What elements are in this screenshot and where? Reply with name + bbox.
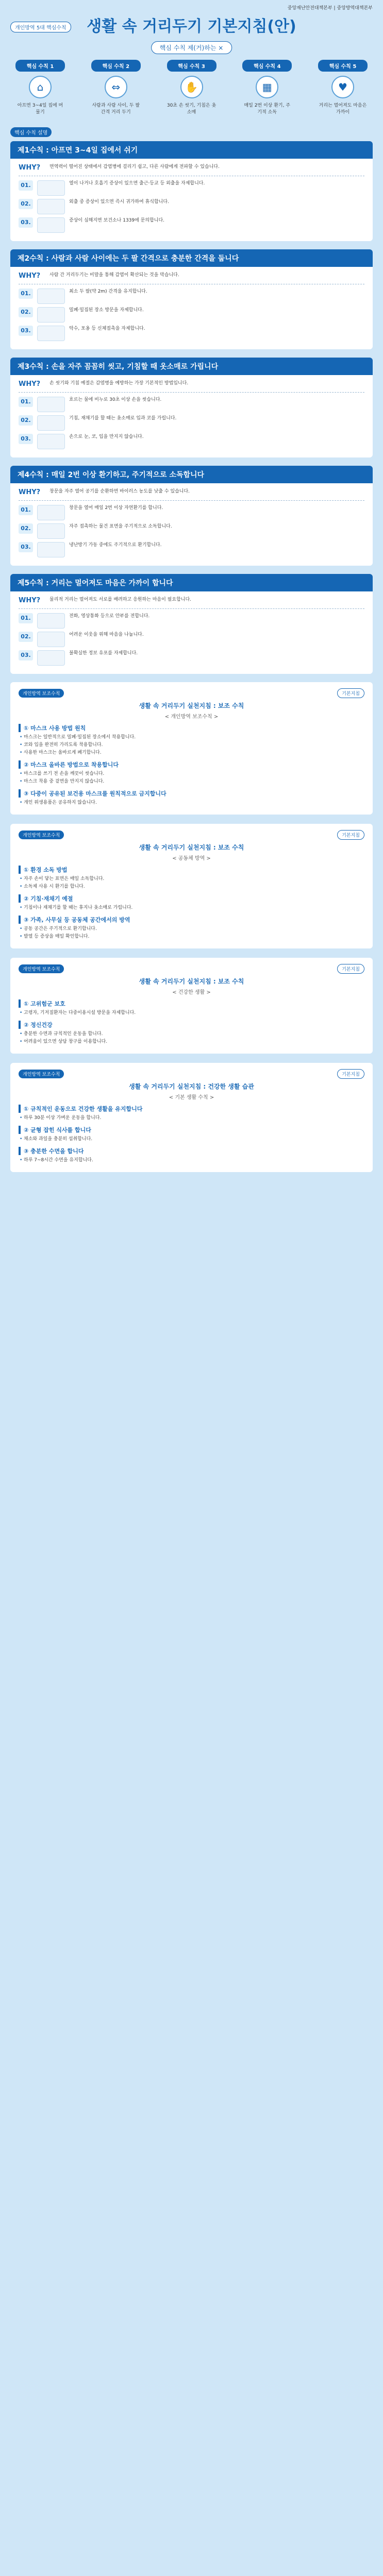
rule-text: 아프면 3~4일 집에 머물기 [17,103,63,115]
why-text: 창문을 자주 열어 공기를 순환하면 바이러스 농도를 낮출 수 있습니다. [49,489,190,494]
logos: 중앙재난안전대책본부 | 중앙방역대책본부 [287,6,373,11]
detail-item: • 자주 손이 닿는 표면은 매일 소독합니다. [19,876,364,883]
hand-wash-icon: ✋ [180,76,203,98]
detail-item: • 기침이나 재채기를 할 때는 휴지나 옷소매로 가립니다. [19,905,364,911]
how-number: 02. [19,415,33,426]
how-number: 01. [19,397,33,407]
detail-item: • 마스크 착용 중 겉면을 만지지 않습니다. [19,778,364,785]
why-row [19,272,364,284]
illustration [37,434,65,449]
how-number: 03. [19,650,33,660]
rules-row [10,60,373,116]
how-number: 01. [19,613,33,623]
how-item [19,650,364,666]
how-item [19,199,364,214]
how-text: 외출 중 증상이 있으면 즉시 귀가하여 휴식합니다. [69,199,169,205]
detail-subtitle: < 기본 생활 수칙 > [169,1095,214,1100]
detail-item: • 마스크를 쓰기 전 손을 깨끗이 씻습니다. [19,771,364,777]
detail-heading: ② 정신건강 [19,1021,364,1029]
how-number: 03. [19,542,33,552]
how-item [19,542,364,557]
detail-pill: 개인방역 보조수칙 [19,1070,64,1078]
why-label: WHY? [19,597,41,604]
illustration [37,199,65,214]
how-text: 냉난방기 가동 중에도 주기적으로 환기합니다. [69,543,162,548]
why-row [19,164,364,176]
how-number: 02. [19,199,33,209]
illustration [37,542,65,557]
page-title: 생활 속 거리두기 기본지침(안) [87,18,296,36]
how-item [19,505,364,520]
rules-subtitle: 핵심 수칙 제(거)하는 × [151,41,232,54]
how-item [19,523,364,539]
detail-item: • 마스크는 일반적으로 밀폐·밀집된 장소에서 착용합니다. [19,734,364,741]
rule-5 [318,60,368,116]
illustration [37,307,65,323]
detail-heading: ③ 다중이 공유된 보건용 마스크를 원칙적으로 금지합니다 [19,789,364,798]
detail-cards [10,682,373,1172]
rule-card-body [10,483,373,566]
detail-heading: ① 고위험군 보호 [19,999,364,1008]
illustration [37,217,65,233]
how-number: 02. [19,632,33,642]
detail-item: • 발열 등 증상을 매일 확인합니다. [19,934,364,940]
people-icon: ⇔ [105,76,127,98]
why-text: 사람 간 거리두기는 비말을 통해 감염이 확산되는 것을 막습니다. [49,273,179,278]
how-number: 03. [19,434,33,444]
detail-heading: ① 환경 소독 방법 [19,866,364,874]
detail-card-2 [10,824,373,948]
detail-subtitle: < 공동체 방역 > [172,856,211,861]
how-text: 어려운 이웃을 위해 마음을 나눕니다. [69,632,144,637]
rule-head: 핵심 수칙 2 [91,60,141,72]
why-label: WHY? [19,272,41,280]
detail-item: • 하루 7~8시간 수면을 유지합니다. [19,1157,364,1164]
why-text: 물리적 거리는 멀어져도 서로를 배려하고 응원하는 마음이 필요합니다. [49,597,192,602]
rule-card-4 [10,466,373,566]
detail-title: 생활 속 거리두기 실천지침 : 보조 수칙 [139,844,244,851]
why-row [19,380,364,393]
how-text: 불확실한 정보 유포를 자제합니다. [69,651,138,656]
how-text: 증상이 심해지면 보건소나 1339에 문의합니다. [69,218,165,223]
home-icon: ⌂ [29,76,52,98]
how-item [19,289,364,304]
rule-text: 30초 손 씻기, 기침은 옷소매 [166,103,217,115]
detail-item: • 하루 30분 이상 가벼운 운동을 합니다. [19,1115,364,1122]
rule-1 [15,60,65,116]
rule-card-body [10,267,373,349]
how-text: 밀폐·밀집된 장소 방문을 자제합니다. [69,308,144,313]
detail-top [19,688,364,698]
rule-card-body [10,591,373,674]
detail-item: • 어려움이 있으면 상담 창구를 이용합니다. [19,1039,364,1045]
how-item [19,180,364,196]
detail-title: 생활 속 거리두기 실천지침 : 보조 수칙 [139,978,244,985]
rule-card-title: 제4수칙 : 매일 2번 이상 환기하고, 주기적으로 소독합니다 [10,466,373,483]
detail-item: • 코와 입을 완전히 가리도록 착용합니다. [19,742,364,749]
detail-top [19,830,364,840]
how-number: 01. [19,505,33,515]
how-number: 03. [19,326,33,336]
rule-card-1 [10,141,373,241]
how-text: 손으로 눈, 코, 입을 만지지 않습니다. [69,434,144,439]
detail-tag: 기본지침 [337,688,364,698]
rule-card-5 [10,574,373,674]
header-tag: 개인방역 5대 핵심수칙 [10,22,71,32]
how-item [19,434,364,449]
rule-card-3 [10,358,373,457]
detail-card-4 [10,1063,373,1172]
detail-tag: 기본지침 [337,830,364,840]
detail-heading: ③ 충분한 수면을 합니다 [19,1147,364,1155]
why-text: 손 씻기와 기침 예절은 감염병을 예방하는 가장 기본적인 방법입니다. [49,381,189,386]
why-text: 면역력이 떨어진 상태에서 감염병에 걸리기 쉽고, 다른 사람에게 전파할 수 있습니다. [49,164,220,170]
illustration [37,505,65,520]
how-item [19,307,364,323]
rule-card-title: 제3수칙 : 손을 자주 꼼꼼히 씻고, 기침할 때 옷소매로 가립니다 [10,358,373,375]
section-label: 핵심 수칙 설명 [10,127,52,137]
detail-tag: 기본지침 [337,1069,364,1079]
illustration [37,180,65,196]
detail-heading: ① 마스크 사용 방법 원칙 [19,724,364,732]
how-item [19,326,364,341]
detail-item: • 충분한 수면과 규칙적인 운동을 합니다. [19,1031,364,1038]
rule-cards [10,141,373,674]
illustration [37,613,65,629]
rule-head: 핵심 수칙 4 [242,60,292,72]
detail-top [19,964,364,974]
illustration [37,289,65,304]
how-number: 03. [19,217,33,228]
how-number: 01. [19,289,33,299]
how-text: 악수, 포옹 등 신체접촉을 자제합니다. [69,326,145,331]
window-icon: ▦ [256,76,278,98]
how-text: 기침, 재채기를 할 때는 옷소매로 입과 코를 가립니다. [69,416,177,421]
detail-item: • 사용한 마스크는 올바르게 폐기합니다. [19,750,364,756]
detail-top [19,1069,364,1079]
rule-card-body [10,159,373,241]
illustration [37,397,65,412]
illustration [37,650,65,666]
rule-text: 사람과 사람 사이, 두 팔 간격 거리 두기 [92,103,140,115]
detail-item: • 채소와 과일을 충분히 섭취합니다. [19,1136,364,1143]
detail-card-1 [10,682,373,815]
rule-card-title: 제2수칙 : 사람과 사람 사이에는 두 팔 간격으로 충분한 간격을 둡니다 [10,249,373,267]
detail-item: • 개인 위생용품은 공유하지 않습니다. [19,800,364,806]
detail-title: 생활 속 거리두기 실천지침 : 보조 수칙 [139,702,244,709]
why-label: WHY? [19,164,41,172]
how-text: 흐르는 물에 비누로 30초 이상 손을 씻습니다. [69,397,162,402]
rule-3 [167,60,217,116]
rule-head: 핵심 수칙 1 [15,60,65,72]
detail-pill: 개인방역 보조수칙 [19,689,64,698]
how-text: 최소 두 팔(약 2m) 간격을 유지합니다. [69,289,147,294]
detail-card-3 [10,958,373,1054]
detail-pill: 개인방역 보조수칙 [19,831,64,839]
detail-heading: ② 균형 잡힌 식사를 합니다 [19,1126,364,1134]
detail-subtitle: < 건강한 생활 > [172,990,211,995]
rule-card-title: 제1수칙 : 아프면 3~4일 집에서 쉬기 [10,141,373,159]
heart-icon: ♥ [331,76,354,98]
detail-item: • 공동 공간은 주기적으로 환기합니다. [19,926,364,933]
illustration [37,632,65,647]
how-item [19,632,364,647]
how-number: 02. [19,307,33,317]
detail-pill: 개인방역 보조수칙 [19,964,64,973]
detail-heading: ③ 가족, 사무실 등 공동체 공간에서의 방역 [19,916,364,924]
detail-heading: ② 기침·재채기 예절 [19,894,364,903]
rule-text: 매일 2번 이상 환기, 주기적 소독 [244,103,291,115]
how-item [19,397,364,412]
how-number: 02. [19,523,33,534]
detail-heading: ① 규칙적인 운동으로 건강한 생활을 유지합니다 [19,1105,364,1113]
illustration [37,415,65,431]
how-item [19,217,364,233]
how-text: 전화, 영상통화 등으로 안부를 전합니다. [69,614,150,619]
how-text: 창문을 열어 매일 2번 이상 자연환기를 합니다. [69,505,163,511]
how-item [19,415,364,431]
how-item [19,613,364,629]
rule-2 [91,60,141,116]
how-text: 자주 접촉하는 물건 표면을 주기적으로 소독합니다. [69,524,172,529]
detail-tag: 기본지침 [337,964,364,974]
detail-subtitle: < 개인방역 보조수칙 > [164,714,219,720]
detail-item: • 소독제 사용 시 환기를 합니다. [19,884,364,890]
how-number: 01. [19,180,33,191]
header [10,0,373,57]
illustration [37,523,65,539]
why-label: WHY? [19,380,41,388]
rule-card-body [10,375,373,457]
rule-card-title: 제5수칙 : 거리는 멀어져도 마음은 가까이 합니다 [10,574,373,591]
how-text: 열이 나거나 호흡기 증상이 있으면 출근·등교 등 외출을 자제합니다. [69,181,205,186]
why-row [19,488,364,501]
illustration [37,326,65,341]
detail-title: 생활 속 거리두기 실천지침 : 건강한 생활 습관 [129,1083,254,1090]
rule-head: 핵심 수칙 5 [318,60,368,72]
why-row [19,597,364,609]
rule-head: 핵심 수칙 3 [167,60,217,72]
detail-heading: ② 마스크 올바른 방법으로 착용합니다 [19,760,364,769]
rule-card-2 [10,249,373,349]
detail-item: • 고령자, 기저질환자는 다중이용시설 방문을 자제합니다. [19,1010,364,1016]
rule-text: 거리는 멀어져도 마음은 가까이 [319,103,367,115]
page [0,0,383,1202]
rule-4 [242,60,292,116]
why-label: WHY? [19,488,41,496]
